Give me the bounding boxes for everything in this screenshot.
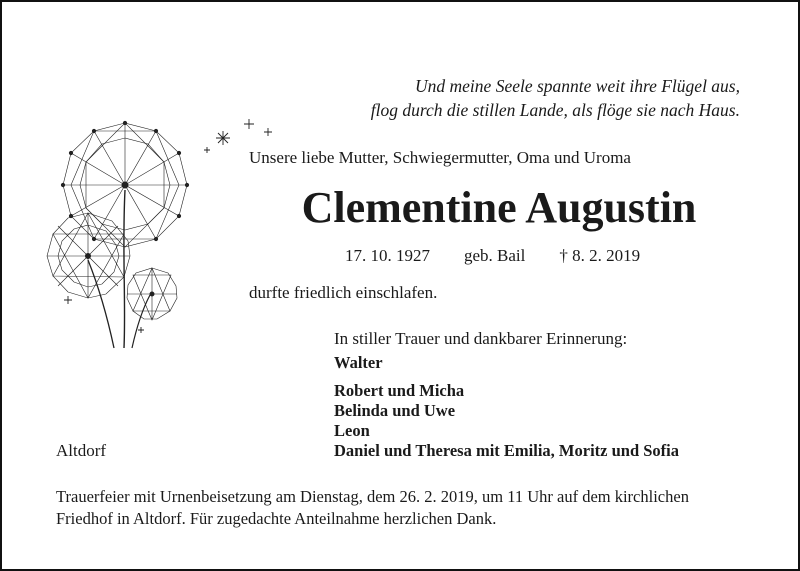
family-list xyxy=(334,353,679,461)
family-member: Walter xyxy=(334,353,383,372)
place-name: Altdorf xyxy=(56,441,107,460)
family-member: Leon xyxy=(334,421,370,440)
motto-line-2: flog durch die stillen Lande, als flöge sie nach Haus. xyxy=(370,100,740,120)
intro-text: Unsere liebe Mutter, Schwiegermutter, Oma und Uroma xyxy=(249,148,631,167)
birth-date: 17. 10. 1927 xyxy=(345,246,430,265)
funeral-line-2: Friedhof in Altdorf. Für zugedachte Anteilnahme herzlichen Dank. xyxy=(56,509,497,528)
family-member: Daniel und Theresa mit Emilia, Moritz und Sofia xyxy=(334,441,680,460)
funeral-line-1: Trauerfeier mit Urnenbeisetzung am Dienstag, dem 26. 2. 2019, um 11 Uhr auf dem kirchlichen xyxy=(56,487,689,506)
mourning-line: In stiller Trauer und dankbarer Erinnerung: xyxy=(334,329,628,348)
funeral-info xyxy=(56,486,776,530)
motto-line-1: Und meine Seele spannte weit ihre Flügel aus, xyxy=(415,76,740,96)
passed-text: durfte friedlich einschlafen. xyxy=(249,283,438,302)
death-date: † 8. 2. 2019 xyxy=(559,246,641,265)
maiden-name: geb. Bail xyxy=(464,246,526,265)
family-member: Belinda und Uwe xyxy=(334,401,456,420)
deceased-name: Clementine Augustin xyxy=(301,183,697,232)
motto-quote xyxy=(300,74,740,122)
life-dates xyxy=(345,246,640,266)
family-member: Robert und Micha xyxy=(334,381,465,400)
